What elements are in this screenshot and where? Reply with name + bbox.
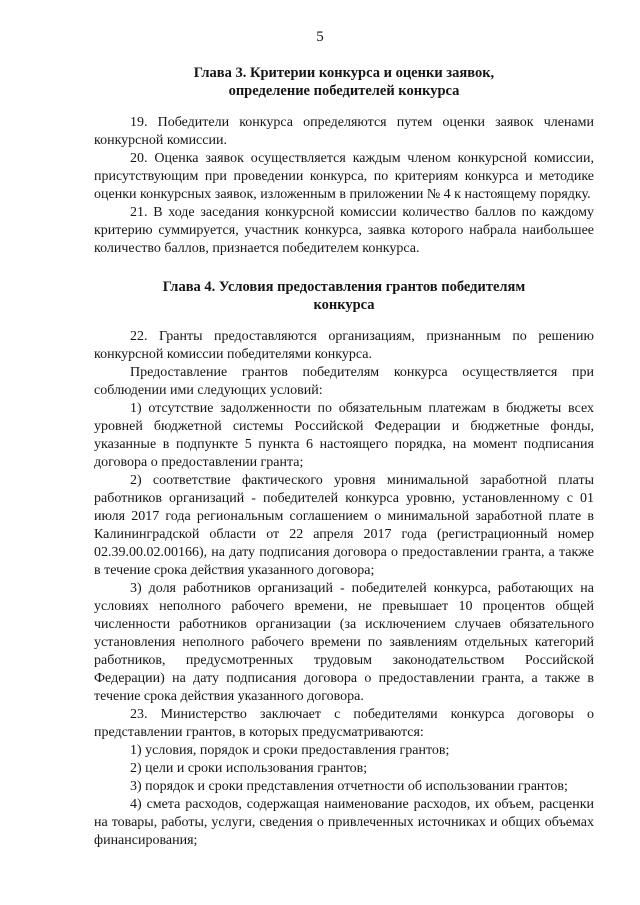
document-body — [94, 64, 594, 850]
spacer — [94, 258, 594, 278]
contract-item-1: 1) условия, порядок и сроки предоставления грантов; — [130, 743, 450, 758]
spacer — [94, 100, 594, 114]
page-number: 5 — [316, 29, 324, 45]
chapter-4-title-line-2: конкурса — [313, 297, 375, 313]
paragraph-grant-conditions-intro: Предоставление грантов победителям конкурса осуществляется при соблюдении ими следующих условий: — [94, 365, 594, 398]
chapter-3-title-line-1: Глава 3. Критерии конкурса и оценки заявок, — [193, 65, 495, 81]
condition-1: 1) отсутствие задолженности по обязательным платежам в бюджеты всех уровней бюджетной системы Российской Федерации и бюджетные фонды, указанные в подпункте 5 пункта 6 настоящего порядка, на момент подписания договора о предоставлении гранта; — [94, 401, 594, 470]
chapter-4-heading — [94, 278, 594, 314]
contract-item-4: 4) смета расходов, содержащая наименование расходов, их объем, расценки на товары, работы, услуги, сведения о привлеченных источниках и общих объемах финансирования; — [94, 797, 594, 848]
condition-3: 3) доля работников организаций - победителей конкурса, работающих на условиях неполного рабочего времени, не превышает 10 процентов общей численности работников организации (за исключением случаев обязательного установления неполного рабочего времени по заявлениям отдельных категорий работников, предусмотренных трудовым законодательством Российской Федерации) на дату подписания договора о предоставлении гранта, а также в течение срока действия указанного договора. — [94, 581, 594, 704]
spacer — [94, 314, 594, 328]
paragraph-21: 21. В ходе заседания конкурсной комиссии количество баллов по каждому критерию суммируется, участник конкурса, заявка которого набрала наибольшее количество баллов, признается победителем конкурса. — [94, 205, 594, 256]
contract-item-3: 3) порядок и сроки представления отчетности об использовании грантов; — [130, 779, 568, 794]
paragraph-23: 23. Министерство заключает с победителями конкурса договоры о представлении грантов, в которых предусматриваются: — [94, 707, 594, 740]
chapter-4-title-line-1: Глава 4. Условия предоставления грантов победителям — [162, 279, 526, 295]
contract-item-2: 2) цели и сроки использования грантов; — [130, 761, 368, 776]
paragraph-20: 20. Оценка заявок осуществляется каждым членом конкурсной комиссии, присутствующим при проведении конкурса, по критериям конкурса и методике оценки конкурсных заявок, изложенным в приложении № 4 к настоящему порядку. — [94, 151, 594, 202]
chapter-3-heading — [94, 64, 594, 100]
paragraph-22: 22. Гранты предоставляются организациям, признанным по решению конкурсной комиссии победителями конкурса. — [94, 329, 594, 362]
condition-2: 2) соответствие фактического уровня минимальной заработной платы работников организаций - победителей конкурса уровню, установленному с 01 июля 2017 года региональным соглашением о минимальной заработной плате в Калининградской области от 22 апреля 2017 года (регистрационный номер 02.39.00.02.00166), на дату подписания договора о предоставлении гранта, а также в течение срока действия указанного договора; — [94, 473, 594, 578]
chapter-3-title-line-2: определение победителей конкурса — [228, 83, 460, 99]
paragraph-19: 19. Победители конкурса определяются путем оценки заявок членами конкурсной комиссии. — [94, 115, 594, 148]
